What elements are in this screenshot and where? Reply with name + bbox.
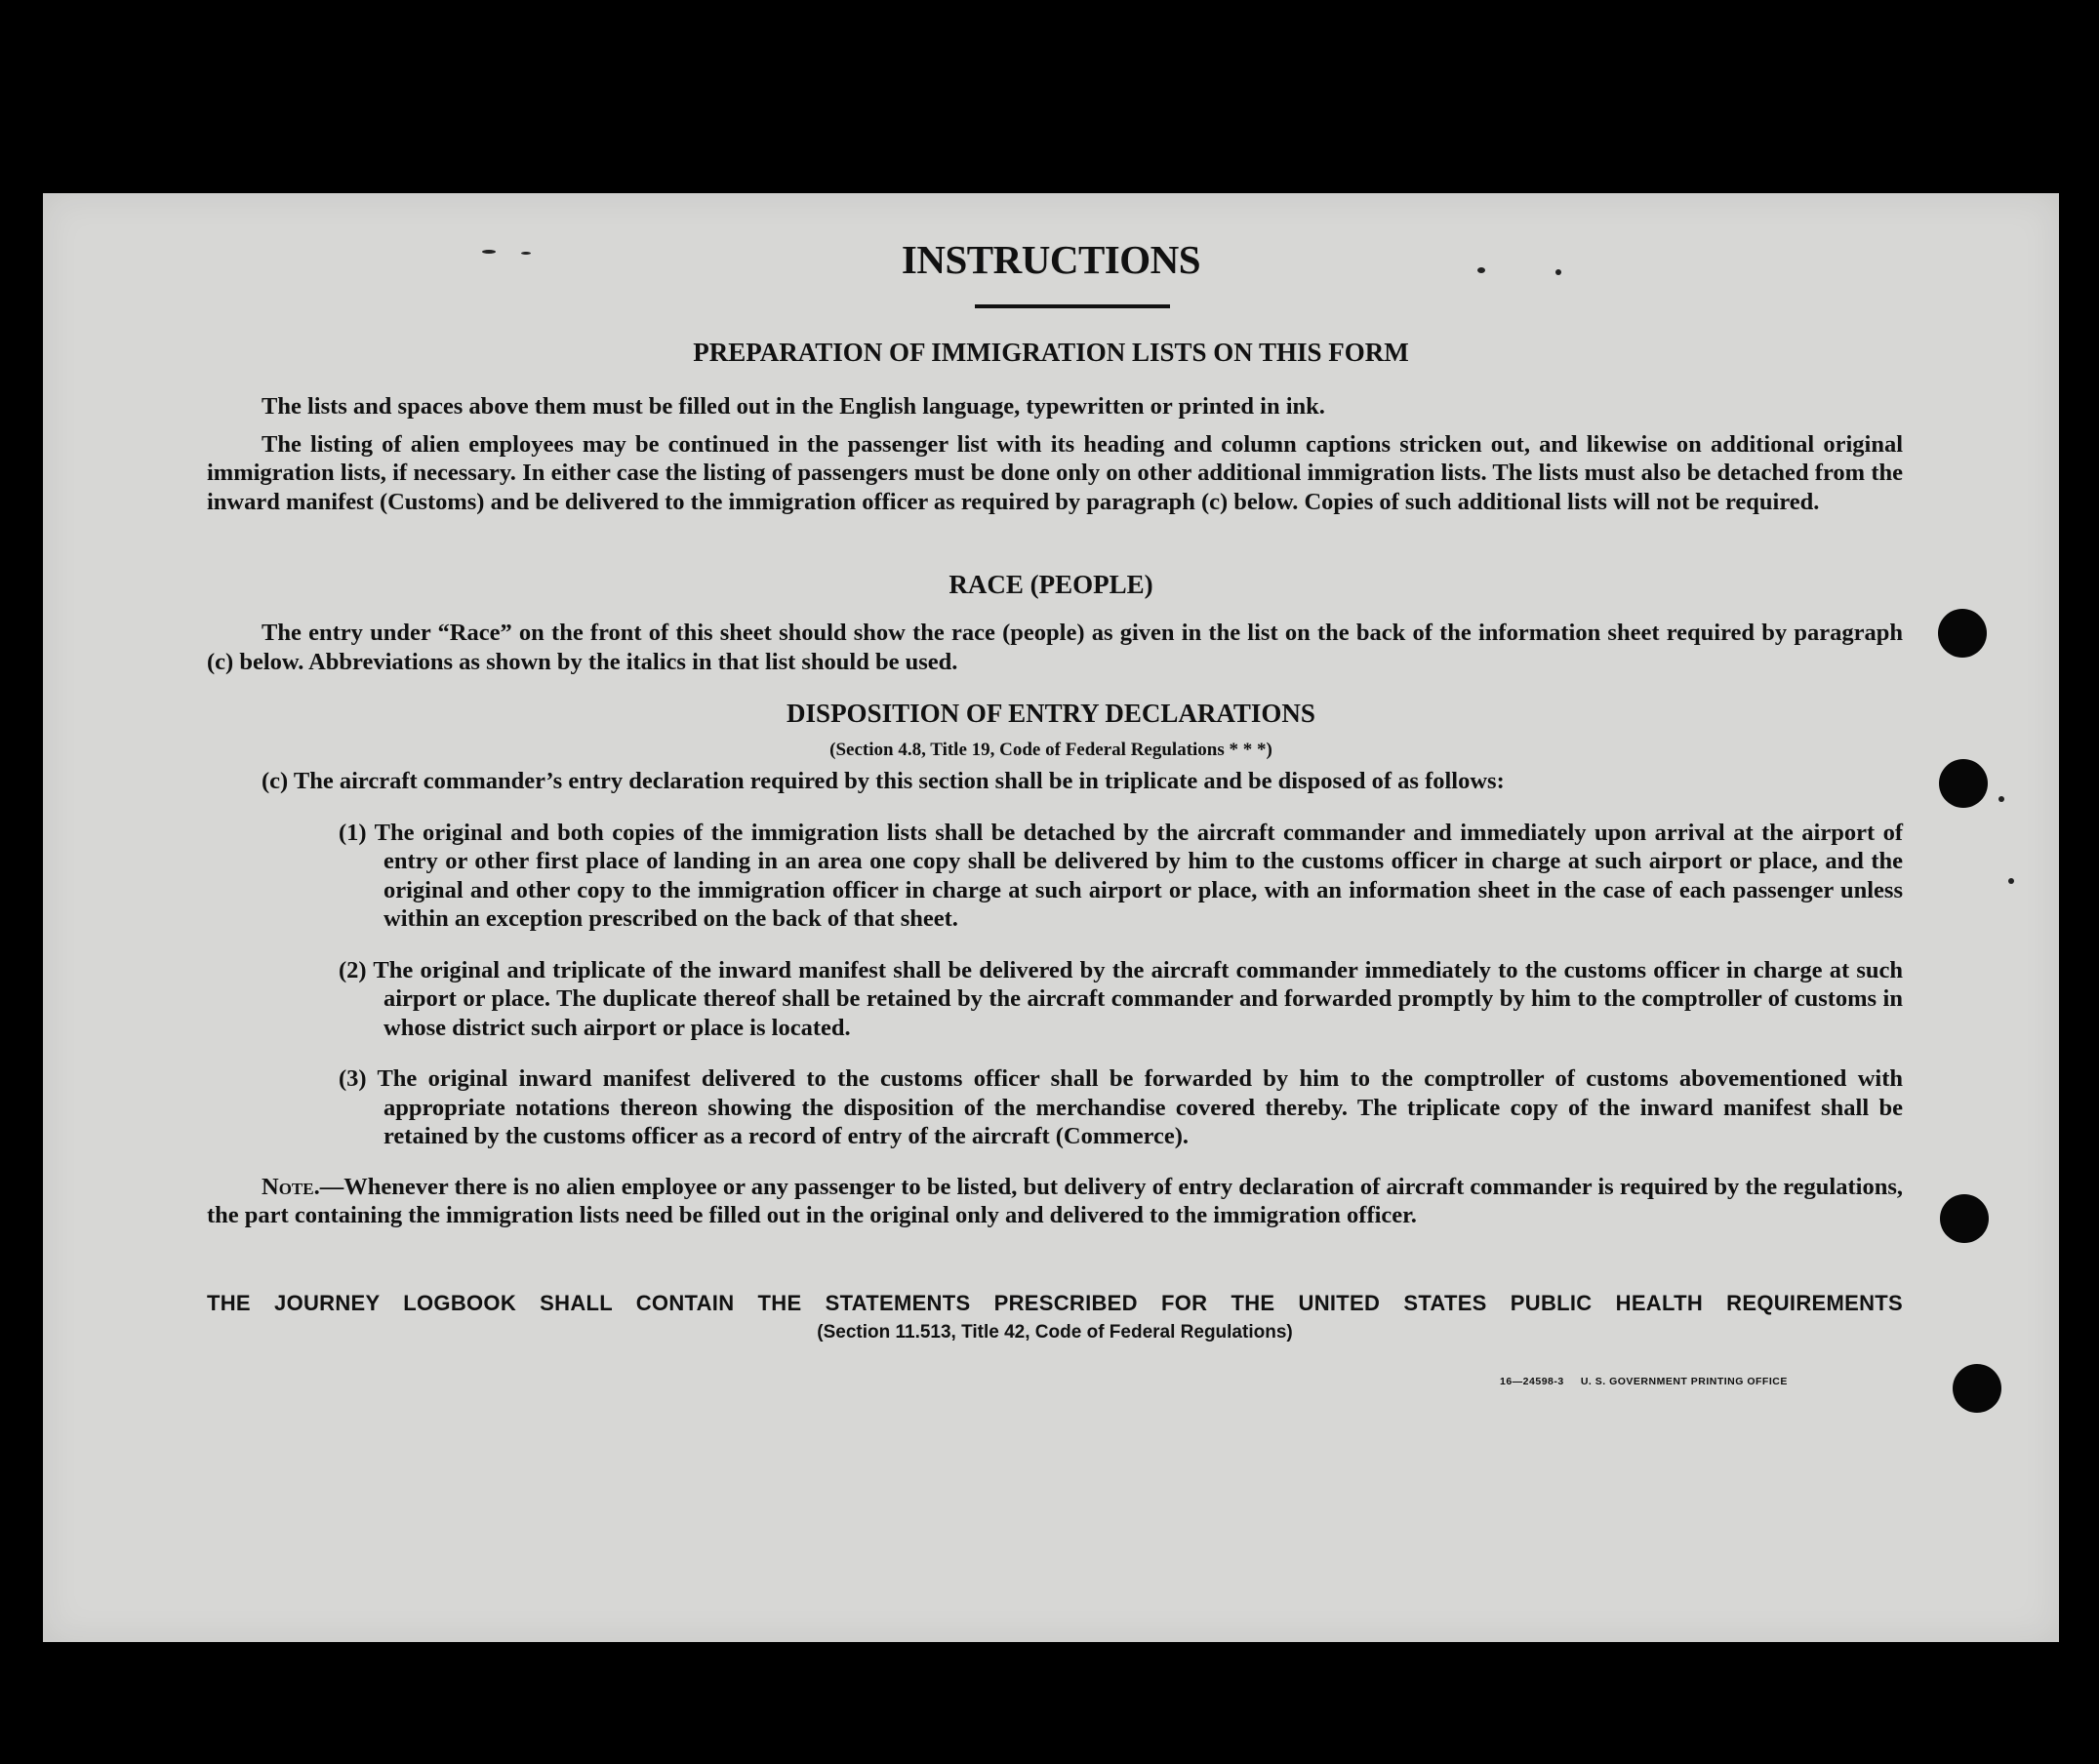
punch-hole: [1939, 759, 1988, 808]
scan-speck: [1555, 269, 1561, 275]
disposition-item-2: [207, 956, 1903, 1043]
printer-name: U. S. GOVERNMENT PRINTING OFFICE: [1580, 1376, 1788, 1387]
disposition-section: [207, 767, 1903, 1230]
printer-imprint: [1500, 1376, 1788, 1387]
race-heading: RACE (PEOPLE): [949, 570, 1153, 599]
logbook-statement: THE JOURNEY LOGBOOK SHALL CONTAIN THE STATEMENTS PRESCRIBED FOR THE UNITED STATES PUBLIC HEALTH REQUIREMENTS: [207, 1291, 1903, 1315]
item-label: (1): [339, 819, 367, 846]
note-label: Note.: [262, 1173, 320, 1200]
item-text: The original and both copies of the immigration lists shall be detached by the aircraft commander and immediately upon arrival at the airport of entry or other first place of landing in an area one copy shall be delivered by him to the customs officer in charge at such airport or place, and the original and other copy to the immigration officer in charge at such airport or place, with an information sheet in the case of each passenger unless within an exception prescribed on the back of that sheet.: [374, 819, 1904, 932]
disposition-heading: DISPOSITION OF ENTRY DECLARATIONS: [787, 699, 1315, 728]
scan-speck: [482, 250, 496, 254]
punch-hole: [1938, 609, 1987, 658]
disposition-item-1: [207, 819, 1903, 934]
intro-text: The aircraft commander’s entry declaration required by this section shall be in triplicate and be disposed of as follows:: [293, 768, 1505, 794]
punch-hole: [1940, 1194, 1989, 1243]
scan-speck: [1998, 796, 2004, 802]
document-page: [43, 193, 2059, 1642]
preparation-heading: PREPARATION OF IMMIGRATION LISTS ON THIS FORM: [693, 338, 1409, 367]
disposition-intro: [207, 767, 1903, 796]
page-title: INSTRUCTIONS: [901, 237, 1201, 282]
scan-speck: [1477, 267, 1485, 273]
item-text: The original and triplicate of the inward manifest shall be delivered by the aircraft commander immediately to the customs officer in charge at such airport or place. The duplicate thereof shall be retained by the aircraft commander and forwarded promptly by him to the comptroller of customs in whose district such airport or place is located.: [373, 956, 1903, 1041]
disposition-citation: (Section 4.8, Title 19, Code of Federal Regulations * * *): [829, 740, 1272, 760]
note-paragraph: [207, 1173, 1903, 1230]
preparation-paragraph-2: The listing of alien employees may be continued in the passenger list with its heading and column captions stricken out, and likewise on additional original immigration lists, if necessary. In either case the listing of passengers must be done only on other additional immigration lists. The lists must also be detached from the inward manifest (Customs) and be delivered to the immigration officer as required by paragraph (c) below. Copies of such additional lists will not be required.: [207, 430, 1903, 515]
race-paragraph: The entry under “Race” on the front of this sheet should show the race (people) as given in the list on the back of the information sheet required by paragraph (c) below. Abbreviations as shown by the italics in that list should be used.: [207, 620, 1903, 675]
preparation-section: [207, 392, 1903, 516]
item-text: The original inward manifest delivered to the customs officer shall be forwarded by him to the comptroller of customs abovementioned with appropriate notations thereon showing the disposition of the merchandise covered thereby. The triplicate copy of the inward manifest shall be retained by the customs officer as a record of entry of the aircraft (Commerce).: [377, 1065, 1903, 1149]
scan-speck: [521, 252, 531, 255]
note-text: —Whenever there is no alien employee or any passenger to be listed, but delivery of entry declaration of aircraft commander is required by the regulations, the part containing the immigration lists need be filled out in the original only and delivered to the immigration officer.: [207, 1173, 1903, 1228]
item-label: (3): [339, 1065, 367, 1092]
title-underline: [975, 304, 1170, 308]
intro-label: (c): [262, 768, 289, 794]
form-number: 16—24598-3: [1500, 1376, 1564, 1387]
disposition-item-3: [207, 1064, 1903, 1151]
preparation-paragraph-1: The lists and spaces above them must be filled out in the English language, typewritten or printed in ink.: [262, 393, 1325, 420]
logbook-citation: (Section 11.513, Title 42, Code of Federal Regulations): [817, 1322, 1293, 1343]
race-section: [207, 619, 1903, 676]
punch-hole: [1953, 1364, 2001, 1413]
item-label: (2): [339, 956, 367, 983]
scan-speck: [2008, 878, 2014, 884]
